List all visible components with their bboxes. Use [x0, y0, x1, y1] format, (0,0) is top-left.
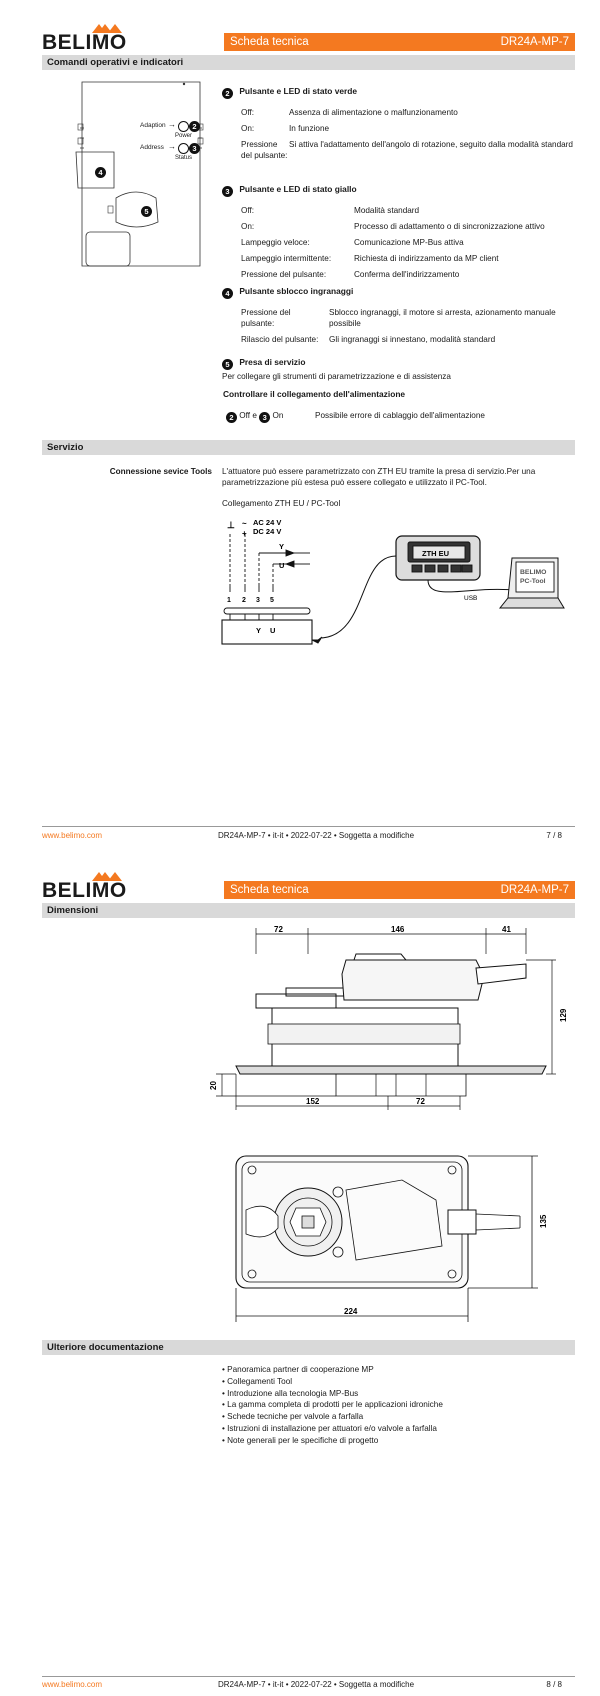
item-gear-release	[222, 286, 577, 349]
table-row: Pressione del pulsante: Conferma dell'indirizzamento	[241, 270, 460, 280]
dim-224: 224	[344, 1307, 358, 1316]
item-yellow-led	[222, 184, 577, 284]
header-model: DR24A-MP-7	[500, 36, 569, 48]
page-2	[0, 848, 600, 1696]
check-description: Possibile errore di cablaggio dell'alimentazione	[315, 411, 485, 421]
footer-rule	[42, 826, 575, 827]
item-green-led	[222, 86, 577, 165]
label-address: Address	[140, 144, 164, 151]
dim-152: 152	[306, 1097, 320, 1106]
docs-list	[222, 1364, 572, 1447]
item-service-socket	[222, 357, 577, 422]
belimo-logo	[42, 22, 127, 54]
check-power-title: Controllare il collegamento dell'alimentazione	[223, 389, 406, 400]
terminal-3: 3	[256, 597, 260, 604]
label-adaption: Adaption	[140, 122, 166, 129]
label-status: Status	[175, 155, 193, 161]
box-y-label: Y	[256, 626, 262, 635]
check-on-label: On	[272, 411, 284, 421]
footer-rule	[42, 1676, 575, 1677]
wiring-diagram	[218, 516, 578, 654]
gear-release-table	[241, 306, 577, 349]
arrow-icon: →	[168, 120, 176, 129]
label-power: Power	[175, 133, 193, 139]
section-controls-title: Comandi operativi e indicatori	[42, 55, 575, 70]
service-tools-label: Connessione sevice Tools	[109, 467, 212, 476]
list-item[interactable]: • Note generali per le specifiche di progetto	[222, 1435, 379, 1445]
footer-link[interactable]: www.belimo.com	[42, 831, 103, 840]
list-item[interactable]: • Collegamenti Tool	[222, 1376, 293, 1386]
header-bar	[224, 881, 575, 899]
header-title: Scheda tecnica	[230, 884, 309, 896]
dim-135: 135	[539, 1214, 548, 1228]
dim-72b: 72	[416, 1097, 425, 1106]
item-title: Pulsante e LED di stato verde	[239, 86, 358, 96]
service-tools-text: L'attuatore può essere parametrizzato con ZTH EU tramite la presa di servizio.Per una parametrizzazione più estesa può essere collegato e utilizzato il PC-Tool.	[222, 467, 536, 488]
service-socket-text: Per collegare gli strumenti di parametrizzazione e di assistenza	[222, 372, 451, 381]
table-row: Pressione del pulsante: Si attiva l'adattamento dell'angolo di rotazione, seguito dalla modalità standard	[241, 140, 573, 161]
box-u-label: U	[270, 626, 276, 635]
dim-72: 72	[274, 925, 283, 934]
section-dimensions-title: Dimensioni	[42, 903, 575, 918]
table-row: On: Processo di adattamento o di sincronizzazione attivo	[241, 222, 545, 232]
service-tools-caption: Collegamento ZTH EU / PC-Tool	[222, 499, 341, 508]
plus-symbol: +	[242, 529, 247, 538]
pc-tool-label-1: BELIMO	[520, 569, 547, 576]
tilde-symbol: ~	[242, 519, 247, 528]
arrow-icon: →	[168, 142, 176, 151]
dimension-side-view	[209, 924, 580, 1114]
table-row: On: In funzione	[241, 124, 330, 134]
table-row: Off: Modalità standard	[241, 206, 420, 215]
ac-label: AC 24 V	[253, 518, 282, 527]
terminal-5: 5	[270, 597, 274, 604]
dc-label: DC 24 V	[253, 527, 282, 536]
item-title: Pulsante sblocco ingranaggi	[239, 286, 354, 296]
dimension-top-view	[226, 1150, 580, 1328]
marker-3: 3	[189, 143, 200, 154]
marker-2: 2	[226, 412, 237, 423]
pc-tool-label-2: PC-Tool	[520, 578, 546, 585]
table-row: Pressione del pulsante: Sblocco ingranaggi, il motore si arresta, azionamento manuale possibile	[241, 308, 556, 329]
footer-doc: DR24A-MP-7 • it-it • 2022-07-22 • Soggetta a modifiche	[218, 831, 415, 840]
ground-symbol: ⊥	[227, 520, 235, 530]
belimo-logo	[42, 870, 127, 902]
footer-page: 8 / 8	[546, 1680, 562, 1689]
table-row: Rilascio del pulsante: Gli ingranaggi si innestano, modalità standard	[241, 335, 496, 345]
marker-2: 2	[189, 121, 200, 132]
terminal-2: 2	[242, 597, 246, 604]
marker-4: 4	[222, 288, 233, 299]
green-led-table	[241, 106, 577, 165]
footer-page: 7 / 8	[546, 831, 562, 840]
marker-3: 3	[259, 412, 270, 423]
section-service-title: Servizio	[42, 440, 575, 455]
list-item[interactable]: • La gamma completa di prodotti per le applicazioni idroniche	[222, 1400, 443, 1410]
yellow-led-icon	[178, 143, 189, 154]
table-row: Off: Assenza di alimentazione o malfunzionamento	[241, 108, 458, 117]
marker-5: 5	[141, 206, 152, 217]
item-title: Presa di servizio	[239, 357, 306, 367]
table-row: Lampeggio veloce: Comunicazione MP-Bus attiva	[241, 238, 464, 248]
dim-129: 129	[559, 1008, 568, 1022]
footer-doc: DR24A-MP-7 • it-it • 2022-07-22 • Soggetta a modifiche	[218, 1680, 415, 1689]
item-title: Pulsante e LED di stato giallo	[239, 184, 357, 194]
dim-146: 146	[391, 925, 405, 934]
terminal-1: 1	[227, 597, 231, 604]
marker-2: 2	[222, 88, 233, 99]
header-bar	[224, 33, 575, 51]
dim-20: 20	[209, 1081, 218, 1090]
list-item[interactable]: • Introduzione alla tecnologia MP-Bus	[222, 1388, 359, 1398]
u-label: U	[279, 561, 285, 570]
dim-41: 41	[502, 925, 511, 934]
list-item[interactable]: • Panoramica partner di cooperazione MP	[222, 1365, 374, 1374]
list-item[interactable]: • Schede tecniche per valvole a farfalla	[222, 1412, 364, 1422]
check-power-row	[226, 410, 577, 422]
marker-5: 5	[222, 359, 233, 370]
marker-3: 3	[222, 186, 233, 197]
logo-text: BELIMO	[42, 31, 127, 54]
list-item[interactable]: • Istruzioni di installazione per attuatori e/o valvole a farfalla	[222, 1423, 437, 1433]
header-model: DR24A-MP-7	[500, 884, 569, 896]
zth-label: ZTH EU	[422, 549, 450, 558]
header-title: Scheda tecnica	[230, 36, 309, 48]
section-docs-title: Ulteriore documentazione	[42, 1340, 575, 1355]
table-row: Lampeggio intermittente: Richiesta di indirizzamento da MP client	[241, 254, 499, 264]
usb-label: USB	[464, 595, 478, 602]
check-off-label: Off e	[239, 411, 257, 421]
marker-4: 4	[95, 167, 106, 178]
logo-text: BELIMO	[42, 879, 127, 902]
y-label: Y	[279, 542, 285, 551]
footer-link[interactable]: www.belimo.com	[42, 1680, 103, 1689]
green-led-icon	[178, 121, 189, 132]
yellow-led-table	[241, 204, 577, 284]
